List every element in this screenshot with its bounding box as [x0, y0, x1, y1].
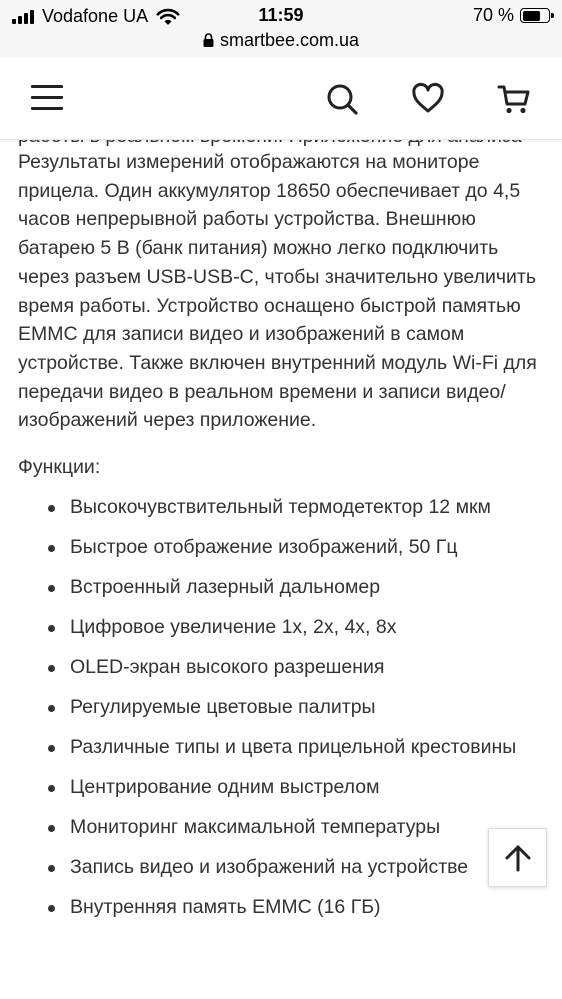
heart-icon[interactable]: [411, 82, 445, 116]
address-bar[interactable]: [0, 30, 562, 51]
list-item: Цифровое увеличение 1x, 2x, 4x, 8x: [18, 613, 548, 642]
list-item: Встроенный лазерный дальномер: [18, 573, 548, 602]
list-item: Регулируемые цветовые палитры: [18, 693, 548, 722]
list-item: Быстрое отображение изображений, 50 Гц: [18, 533, 548, 562]
features-list: [18, 493, 548, 922]
battery-level: [523, 11, 541, 21]
list-item: OLED-экран высокого разрешения: [18, 653, 548, 682]
site-header: [0, 58, 562, 140]
list-item: Запись видео и изображений на устройстве: [18, 853, 548, 882]
status-right: [473, 5, 550, 26]
menu-icon[interactable]: [31, 85, 63, 113]
product-description: [18, 140, 548, 933]
list-item: Центрирование одним выстрелом: [18, 773, 548, 802]
arrow-up-icon: [503, 843, 533, 873]
cart-icon[interactable]: [497, 82, 531, 116]
status-time: 11:59: [258, 5, 304, 25]
status-bar: [0, 0, 562, 58]
list-item: Высокочувствительный термодетектор 12 мкм: [18, 493, 548, 522]
battery-icon: [520, 8, 550, 23]
scroll-to-top-button[interactable]: [488, 828, 547, 887]
lock-icon: [203, 33, 214, 47]
features-label: Функции:: [18, 456, 101, 479]
url-text: smartbee.com.ua: [219, 30, 360, 50]
list-item: Мониторинг максимальной температуры: [18, 813, 548, 842]
description-paragraph: Результаты измерений отображаются на мониторе прицела. Один аккумулятор 18650 обеспечивает до 4,5 часов непрерывной работы устройства. Внешнюю батарею 5 В (банк питания) можно легко подключить через разъем USB-USB-C, чтобы значительно увеличить время работы. Устройство оснащено быстрой памятью EMMC для записи видео и изображений в самом устройстве. Также включен внутренний модуль Wi-Fi для передачи видео в реальном времени и записи видео/изображений через приложение.: [18, 151, 537, 432]
carrier-name: Vodafone UA: [42, 6, 149, 26]
list-item: Внутренняя память EMMC (16 ГБ): [18, 893, 548, 922]
battery-percent: 70 %: [472, 5, 514, 25]
search-icon[interactable]: [325, 82, 359, 116]
list-item: Различные типы и цвета прицельной крестовины: [18, 733, 548, 762]
